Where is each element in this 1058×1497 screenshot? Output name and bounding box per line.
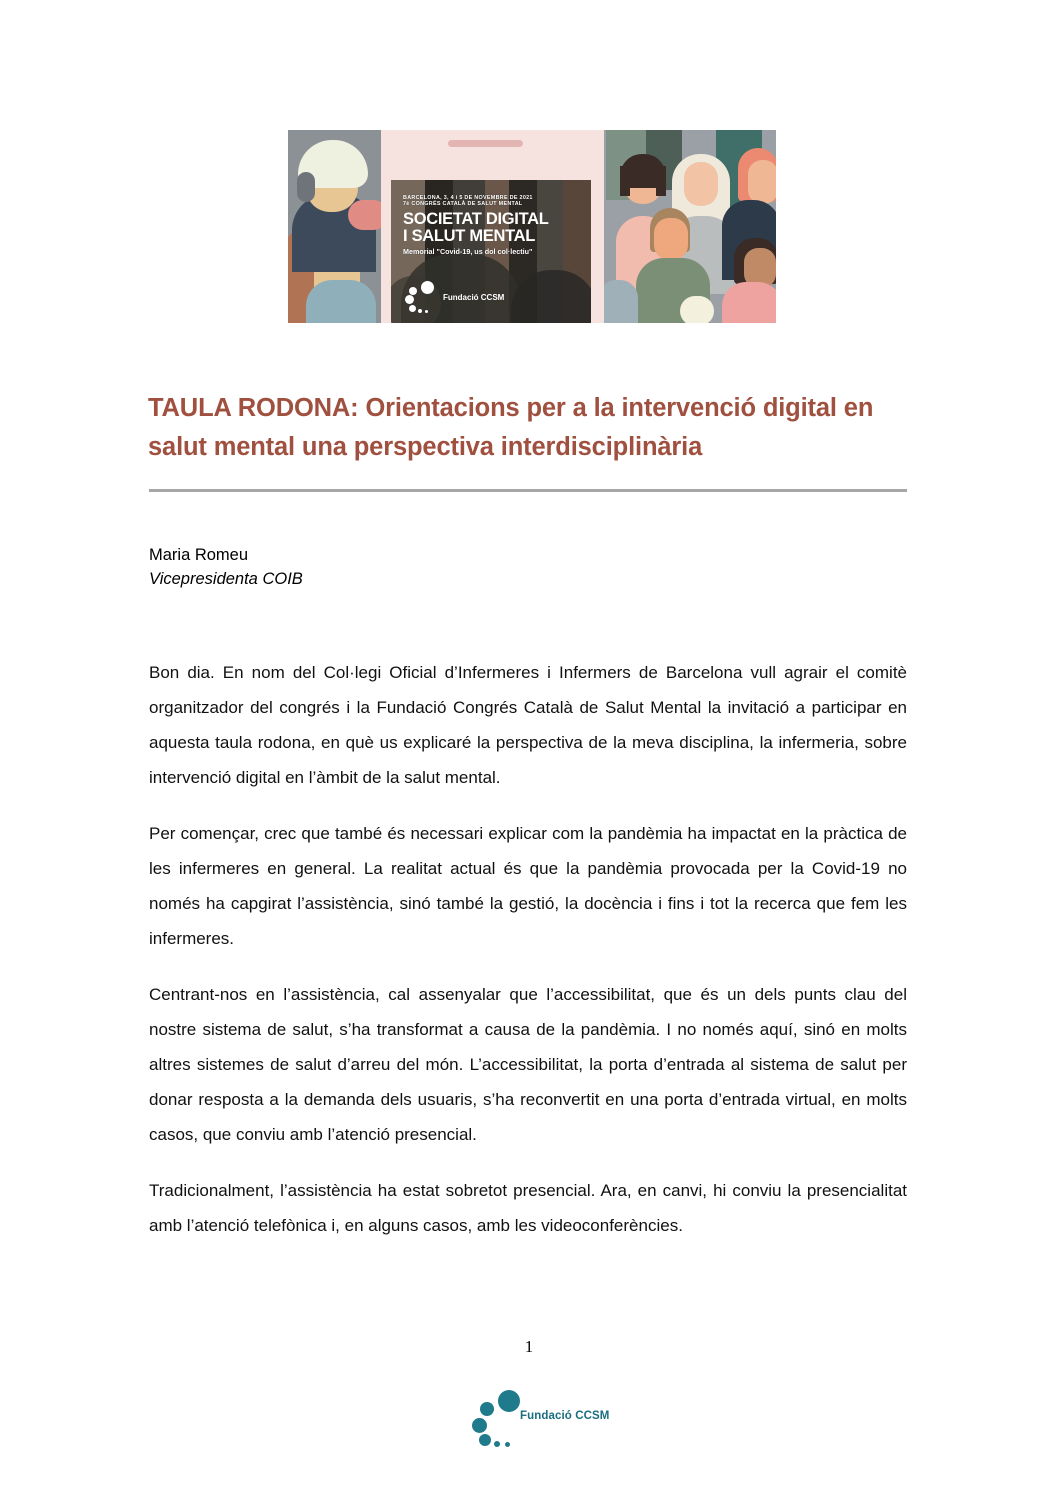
document-body <box>149 655 907 1243</box>
page-number: 1 <box>524 1337 534 1356</box>
page-title <box>148 389 910 467</box>
congress-banner-image <box>288 130 776 323</box>
poster-title-line1: SOCIETAT DIGITAL <box>403 210 549 229</box>
illustration-left-figures <box>288 130 381 323</box>
footer-logo-label: Fundació CCSM <box>520 1410 610 1422</box>
page-title-line2: salut mental una perspectiva interdisciplinària <box>148 432 703 461</box>
poster-foundation-logo <box>405 281 555 315</box>
footer-foundation-logo <box>472 1388 610 1450</box>
poster-screen <box>391 180 591 323</box>
poster-subtitle: Memorial "Covid-19, us dol col·lectiu" <box>403 247 533 257</box>
poster-text-block <box>403 196 585 256</box>
poster-location-line: BARCELONA, 3, 4 i 5 DE NOVEMBRE DE 2021 <box>403 195 533 201</box>
author-role: Vicepresidenta COIB <box>149 570 303 589</box>
poster-title-line2: I SALUT MENTAL <box>403 226 536 245</box>
paragraph: Tradicionalment, l’assistència ha estat sobretot presencial. Ara, en canvi, hi conviu la presencialitat amb l’atenció telefònica i, en alguns casos, amb les videoconferències. <box>149 1181 907 1236</box>
author-name: Maria Romeu <box>149 546 249 564</box>
author-block <box>149 543 303 592</box>
page-title-line1: TAULA RODONA: Orientacions per a la intervenció digital en <box>148 394 874 422</box>
illustration-right-figures <box>598 130 776 323</box>
paragraph: Bon dia. En nom del Col·legi Oficial d’Infermeres i Infermers de Barcelona vull agrair el comitè organitzador del congrés i la Fundació Congrés Català de Salut Mental la invitació a participar en aquesta taula rodona, en què us explicaré la perspectiva de la meva disciplina, la infermeria, sobre intervenció digital en l’àmbit de la salut mental. <box>149 663 907 788</box>
poster-logo-label: Fundació CCSM <box>443 293 505 302</box>
paragraph: Per començar, crec que també és necessari explicar com la pandèmia ha impactat en la pràctica de les infermeres en general. La realitat actual és que la pandèmia provocada per la Covid-19 no només ha capgirat l’assistència, sinó també la gestió, la docència i fins i tot la recerca que fem les infermeres. <box>149 824 907 949</box>
paragraph: Centrant-nos en l’assistència, cal assenyalar que l’accessibilitat, que és un dels punts clau del nostre sistema de salut, s’ha transformat a causa de la pandèmia. I no només aquí, sinó en molts altres sistemes de salut d’arreu del món. L’accessibilitat, la porta d’entrada al sistema de salut per donar resposta a la demanda dels usuaris, s’ha reconvertit en una porta d’entrada virtual, en molts casos, que conviu amb l’atenció presencial. <box>149 985 907 1145</box>
banner-canvas <box>288 130 776 323</box>
poster-congress-line: 7è CONGRÉS CATALÀ DE SALUT MENTAL <box>403 200 523 207</box>
phone-speaker-bar <box>448 140 523 147</box>
title-divider <box>149 489 907 492</box>
